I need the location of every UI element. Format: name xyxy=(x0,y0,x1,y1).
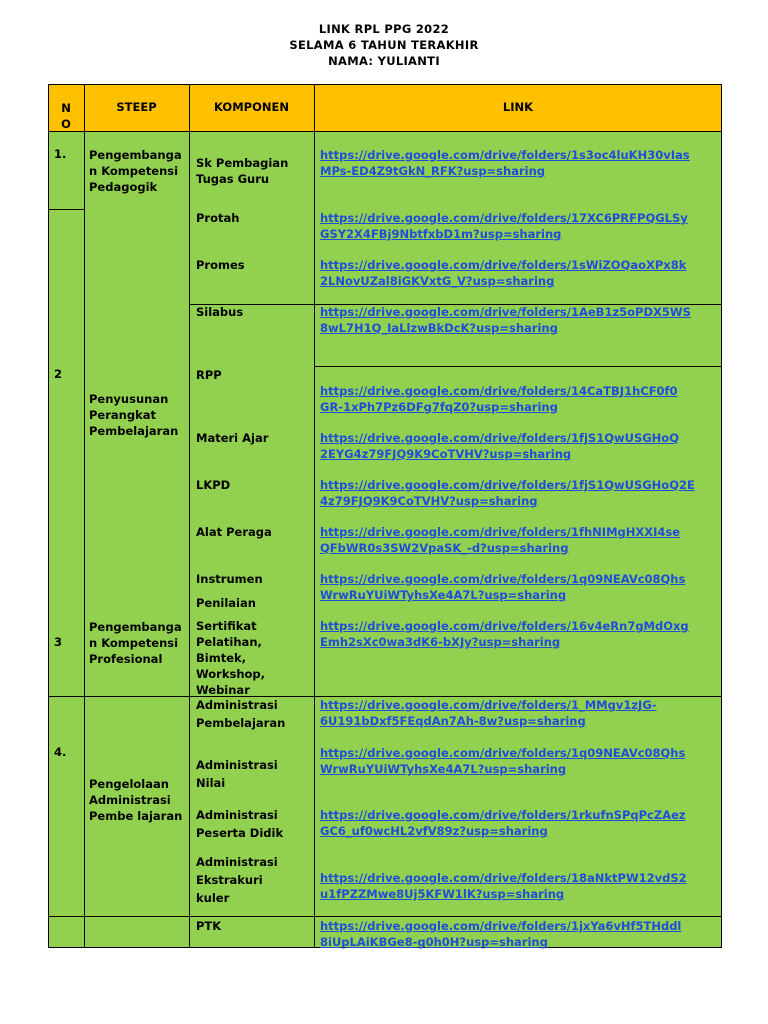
link-sertifikat-line-2[interactable]: Emh2sXc0wa3dK6-bXJy?usp=sharing xyxy=(320,635,561,649)
link-silabus-line-2[interactable]: 8wL7H1Q_IaLlzwBkDcK?usp=sharing xyxy=(320,321,558,335)
link-silabus-line-1[interactable]: https://drive.google.com/drive/folders/1AeB1z5oPDX5WS xyxy=(320,305,691,319)
link-materi-line-1[interactable]: https://drive.google.com/drive/folders/1fjS1QwUSGHoQ xyxy=(320,431,679,445)
komponen-adm-peserta-2: Peserta Didik xyxy=(196,826,284,840)
komponen-ptk: PTK xyxy=(196,919,222,933)
link-adm-nilai-line-1[interactable]: https://drive.google.com/drive/folders/1q09NEAVc08Qhs xyxy=(320,746,686,760)
komponen-promes: Promes xyxy=(196,258,245,272)
link-lkpd-line-1[interactable]: https://drive.google.com/drive/folders/1fjS1QwUSGHoQ2E xyxy=(320,478,695,492)
row-number-3: 3 xyxy=(54,635,63,649)
komponen-materi-ajar: Materi Ajar xyxy=(196,431,269,445)
komponen-adm-ekstra-2: Ekstrakuri xyxy=(196,873,263,887)
link-sertifikat-line-1[interactable]: https://drive.google.com/drive/folders/16v4eRn7gMdOxg xyxy=(320,619,689,633)
row-number-1: 1. xyxy=(54,147,67,161)
komponen-sertifikat: Sertifikat Pelatihan, Bimtek, Workshop, Webinar xyxy=(196,619,266,697)
steep-profesional: Pengembanga n Kompetensi Profesional xyxy=(89,620,182,666)
link-promes-line-1[interactable]: https://drive.google.com/drive/folders/1sWiZOQaoXPx8k xyxy=(320,258,687,272)
link-alat-line-2[interactable]: QFbWR0s3SW2VpaSK_-d?usp=sharing xyxy=(320,541,569,555)
link-sk-line-2[interactable]: MPs-ED4Z9tGkN_RFK?usp=sharing xyxy=(320,164,546,178)
komponen-instrumen: Instrumen xyxy=(196,572,263,586)
row-number-4: 4. xyxy=(54,745,67,759)
link-adm-peserta-line-1[interactable]: https://drive.google.com/drive/folders/1rkufnSPqPcZAez xyxy=(320,808,686,822)
komponen-adm-nilai-1: Administrasi xyxy=(196,758,278,772)
link-lkpd-line-2[interactable]: 4z79FJQ9K9CoTVHV?usp=sharing xyxy=(320,494,538,508)
link-sk-line-1[interactable]: https://drive.google.com/drive/folders/1s3oc4luKH30vIas xyxy=(320,148,690,162)
link-ptk-line-2[interactable]: 8iUpLAiKBGe8-g0h0H?usp=sharing xyxy=(320,935,548,949)
komponen-adm-ekstra-3: kuler xyxy=(196,891,230,905)
doc-title-line-3: NAMA: YULIANTI xyxy=(328,54,440,68)
steep-pedagogik: Pengembanga n Kompetensi Pedagogik xyxy=(89,148,182,194)
komponen-alat-peraga: Alat Peraga xyxy=(196,525,272,539)
link-rpp-line-1[interactable]: https://drive.google.com/drive/folders/14CaTBJ1hCF0f0 xyxy=(320,384,678,398)
link-adm-pembelajaran-line-2[interactable]: 6U191bDxf5FEqdAn7Ah-8w?usp=sharing xyxy=(320,714,586,728)
komponen-adm-peserta-1: Administrasi xyxy=(196,808,278,822)
doc-title-line-1: LINK RPL PPG 2022 xyxy=(318,22,450,36)
komponen-protah: Protah xyxy=(196,211,240,225)
komponen-silabus: Silabus xyxy=(196,305,244,319)
doc-title-line-2: SELAMA 6 TAHUN TERAKHIR xyxy=(289,38,479,52)
komponen-sk: Sk Pembagian Tugas Guru xyxy=(196,156,289,186)
link-adm-ekstra-line-2[interactable]: u1fPZZMwe8Uj5KFW1lK?usp=sharing xyxy=(320,887,565,901)
link-materi-line-2[interactable]: 2EYG4z79FJQ9K9CoTVHV?usp=sharing xyxy=(320,447,572,461)
link-instrumen-line-2[interactable]: WrwRuYUiWTyhsXe4A7L?usp=sharing xyxy=(320,588,567,602)
header-komponen: KOMPONEN xyxy=(214,100,289,114)
komponen-adm-pembelajaran-1: Administrasi xyxy=(196,698,278,712)
komponen-rpp: RPP xyxy=(196,368,222,382)
link-instrumen-line-1[interactable]: https://drive.google.com/drive/folders/1q09NEAVc08Qhs xyxy=(320,572,686,586)
link-adm-ekstra-line-1[interactable]: https://drive.google.com/drive/folders/18aNktPW12vdS2 xyxy=(320,871,687,885)
komponen-lkpd: LKPD xyxy=(196,478,231,492)
link-protah-line-1[interactable]: https://drive.google.com/drive/folders/17XC6PRFPQGLSy xyxy=(320,211,688,225)
link-alat-line-1[interactable]: https://drive.google.com/drive/folders/1fhNIMgHXXI4se xyxy=(320,525,681,539)
komponen-adm-ekstra-1: Administrasi xyxy=(196,855,278,869)
row-number-2: 2 xyxy=(54,367,63,381)
komponen-penilaian: Penilaian xyxy=(196,596,256,610)
header-steep: STEEP xyxy=(116,100,157,114)
link-adm-nilai-line-2[interactable]: WrwRuYUiWTyhsXe4A7L?usp=sharing xyxy=(320,762,567,776)
komponen-adm-nilai-2: Nilai xyxy=(196,776,226,790)
link-rpp-line-2[interactable]: GR-1xPh7Pz6DFg7fqZ0?usp=sharing xyxy=(320,400,558,414)
link-promes-line-2[interactable]: 2LNovUZal8iGKVxtG_V?usp=sharing xyxy=(320,274,555,288)
link-ptk-line-1[interactable]: https://drive.google.com/drive/folders/1jxYa6vHf5THddl xyxy=(320,919,682,933)
steep-administrasi: Pengelolaan Administrasi Pembe lajaran xyxy=(89,777,183,823)
komponen-adm-pembelajaran-2: Pembelajaran xyxy=(196,716,286,730)
link-protah-line-2[interactable]: GSY2X4FBj9NbtfxbD1m?usp=sharing xyxy=(320,227,562,241)
link-adm-peserta-line-2[interactable]: GC6_uf0wcHL2vfV89z?usp=sharing xyxy=(320,824,548,838)
link-adm-pembelajaran-line-1[interactable]: https://drive.google.com/drive/folders/1_MMgv1zJG- xyxy=(320,698,657,712)
header-no: N O xyxy=(61,101,71,131)
header-link: LINK xyxy=(502,100,534,114)
steep-perangkat: Penyusunan Perangkat Pembelajaran xyxy=(89,392,179,438)
